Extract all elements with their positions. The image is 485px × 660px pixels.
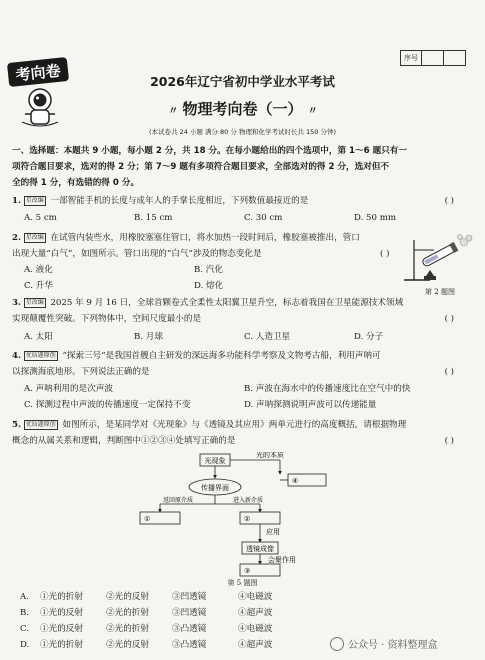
paper-subtitle (0, 98, 485, 119)
question-number: 1. (12, 196, 21, 206)
serial-label: 序号 (401, 51, 422, 65)
option-d: D. 熔化 (194, 281, 224, 291)
question-text: 出现大量“白气”，如图所示。管口出现的“白气”涉及的物态变化是 (12, 249, 262, 259)
option-cell: ②光的折射 (106, 624, 149, 634)
option-cell: ③凸透镜 (172, 640, 207, 650)
paper-subtitle-text: 物理考向卷（一） (182, 100, 303, 118)
diagram-enter: 进入新介质 (232, 497, 264, 504)
concept-diagram (120, 452, 350, 578)
option-a: A. 声呐利用的是次声波 (24, 384, 114, 394)
question-number: 2. (12, 233, 21, 243)
option-b: B. 声波在海水中的传播速度比在空气中的快 (244, 384, 411, 394)
section-instruction-line: 一、选择题：本题共 9 小题，每小题 2 分，共 18 分。在每小题给出的四个选项中，第 1～6 题只有一 (12, 146, 407, 156)
section-instruction-line: 项符合题目要求，选对的得 2 分；第 7～9 题有多项符合题目要求，全部选对的得 2 分，选对但不 (12, 162, 390, 172)
option-c: C. 升华 (24, 281, 53, 291)
title-decoration: 〃 (168, 106, 178, 117)
option-letter: D. (20, 640, 30, 650)
title-decoration: 〃 (307, 106, 317, 117)
figure-2-caption: 第 2 题图 (425, 288, 455, 296)
option-cell: ③凹透镜 (172, 608, 207, 618)
question-text: 一部智能手机的长度与成年人的手掌长度相近，下列数值最接近的是 (50, 196, 309, 206)
question-number: 4. (12, 351, 21, 361)
question-text: 以探测海底地形。下列说法正确的是 (12, 367, 150, 377)
option-cell: ②光的反射 (106, 640, 149, 650)
diagram-circle-1: ① (144, 515, 151, 523)
question-tag: 星改编 (25, 299, 44, 306)
question-text: “探索三号”是我国首艘自主研发的深远海多功能科学考察及文物考古船，利用声呐可 (62, 351, 381, 361)
option-cell: ④电磁波 (238, 592, 273, 602)
answer-paren: ( ) (444, 436, 454, 446)
option-cell: ④超声波 (238, 640, 273, 650)
option-row-b (20, 605, 320, 621)
option-cell: ③凹透镜 (172, 592, 207, 602)
diagram-circle-3: ③ (244, 567, 251, 575)
option-cell: ②光的折射 (106, 608, 149, 618)
answer-paren: ( ) (444, 367, 454, 377)
watermark-text: 公众号 · 资料整理盒 (348, 640, 438, 651)
question-tag: 星改编 (25, 234, 44, 241)
question-1-options (24, 210, 464, 226)
question-4-options (24, 381, 464, 413)
watermark (330, 636, 438, 651)
diagram-prop: 传播界面 (201, 484, 229, 492)
option-cell: ④超声波 (238, 608, 273, 618)
question-text: 2025 年 9 月 16 日，全球首颗卷式全柔性太阳翼卫星升空，标志着我国在卫星能源技术领域 (50, 298, 404, 308)
question-tag: 优质题原创 (25, 352, 56, 359)
question-1 (12, 193, 460, 209)
option-a: A. 太阳 (24, 332, 53, 342)
option-d: D. 分子 (354, 332, 384, 342)
diagram-circle-4: ④ (292, 477, 299, 485)
question-5 (12, 417, 460, 449)
section-instruction-line: 全的得 1 分，有选错的得 0 分。 (12, 178, 140, 188)
option-row-c (20, 621, 320, 637)
diagram-nature: 光的本质 (256, 452, 284, 459)
option-a: A. 5 cm (24, 213, 57, 223)
question-5-options (20, 589, 320, 653)
exam-badge: 考向卷 (7, 57, 69, 87)
diagram-apply: 应用 (266, 528, 280, 536)
serial-number-box (400, 50, 466, 66)
option-cell: ④电磁波 (238, 624, 273, 634)
diagram-light: 光现象 (204, 457, 226, 465)
figure-5-caption: 第 5 题图 (227, 579, 258, 587)
question-text: 概念的从属关系和逻辑，判断图中①②③④处填写正确的是 (12, 436, 236, 446)
option-row-a (20, 589, 320, 605)
option-b: B. 15 cm (134, 213, 173, 223)
option-d: D. 声呐探测说明声波可以传递能量 (244, 400, 377, 410)
option-d: D. 50 mm (354, 213, 397, 223)
question-tag: 星改编 (25, 197, 44, 204)
option-cell: ③凸透镜 (172, 624, 207, 634)
question-2-options (24, 262, 364, 294)
option-cell: ①光的折射 (40, 592, 83, 602)
test-tube-figure (400, 232, 474, 284)
diagram-converge: 会聚作用 (268, 556, 296, 564)
question-text: 在试管内装些水，用橡胶塞塞住管口，将水加热一段时间后，橡胶塞被推出，管口 (50, 233, 360, 243)
serial-cell (444, 51, 465, 65)
option-cell: ①光的反射 (40, 608, 83, 618)
question-number: 5. (12, 420, 21, 430)
option-b: B. 汽化 (194, 265, 223, 275)
option-cell: ①光的折射 (40, 640, 83, 650)
diagram-back: 返回原介质 (162, 497, 194, 504)
option-row-d (20, 637, 320, 653)
option-c: C. 人造卫星 (244, 332, 291, 342)
question-3-options (24, 329, 464, 345)
question-text: 实现颠覆性突破。下列物体中，空间尺度最小的是 (12, 314, 202, 324)
question-2 (12, 230, 392, 262)
exam-title: 2026年辽宁省初中学业水平考试 (150, 74, 335, 89)
option-b: B. 月球 (134, 332, 163, 342)
option-cell: ②光的反射 (106, 592, 149, 602)
option-letter: B. (20, 608, 30, 618)
option-c: C. 30 cm (244, 213, 283, 223)
serial-cell (422, 51, 444, 65)
question-text: 如图所示，是某同学对《光现象》与《透镜及其应用》两单元进行的高度概括，请根据物理 (62, 420, 407, 430)
question-3 (12, 295, 460, 327)
option-a: A. 液化 (24, 265, 53, 275)
question-tag: 优质题原创 (25, 421, 56, 428)
answer-paren: ( ) (444, 196, 454, 206)
question-4 (12, 348, 460, 380)
option-cell: ①光的反射 (40, 624, 83, 634)
option-letter: C. (20, 624, 30, 634)
answer-paren: ( ) (380, 249, 390, 259)
diagram-lens-img: 透镜成像 (246, 545, 274, 553)
option-letter: A. (20, 592, 29, 602)
option-c: C. 探测过程中声波的传播速度一定保持不变 (24, 400, 191, 410)
section-instructions (12, 143, 474, 191)
wechat-icon (330, 637, 344, 651)
answer-paren: ( ) (444, 314, 454, 324)
question-number: 3. (12, 298, 21, 308)
exam-meta: (本试卷共 24 小题 满分 80 分 物理和化学考试时长共 150 分钟) (148, 128, 337, 136)
diagram-circle-2: ② (244, 515, 251, 523)
